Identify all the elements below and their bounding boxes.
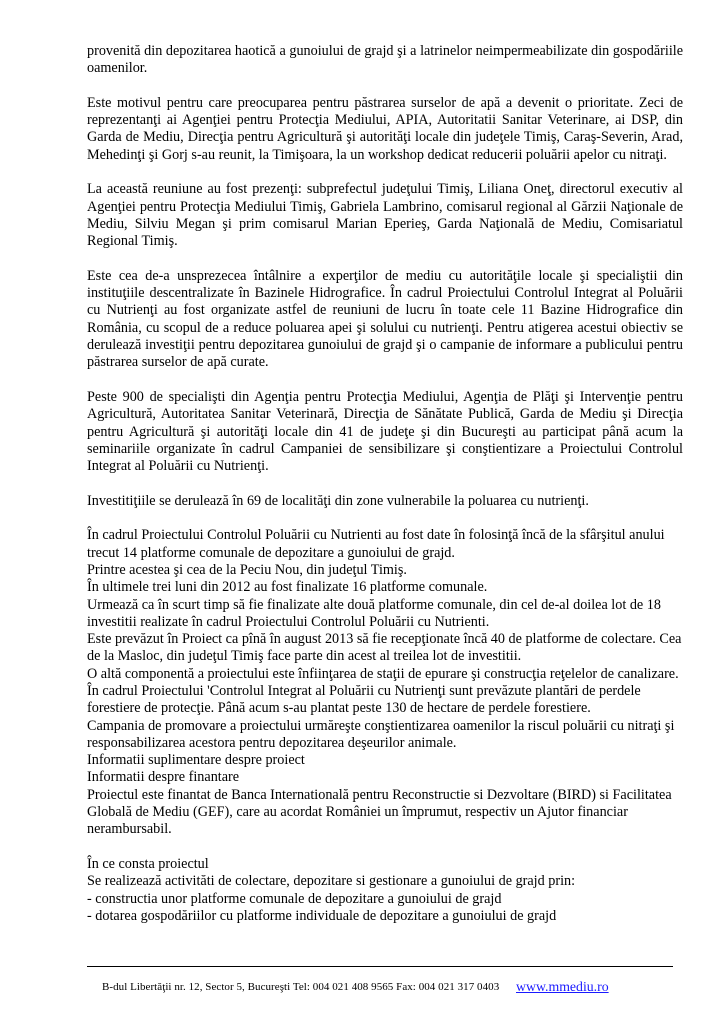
document-body bbox=[87, 43, 683, 942]
paragraph-investments: Investitiţiile se derulează în 69 de localităţi din zone vulnerabile la poluarea cu nutrienţi. bbox=[87, 492, 589, 509]
paragraph-specialists: Peste 900 de specialişti din Agenţia pentru Protecţia Mediului, Agenţia de Plăţi şi Intervenţie pentru Agricultură, Autoritatea Sanitar Veterinară, Direcţia de Sănătate Publică, Garda de Mediu şi Direcţia pentru Agricultură şi autorităţi locale din 41 de judeţe şi din Bucureşti au participat până acum la seminariile organizate în cadrul Campaniei de sensibilizare şi conştientizare a Proiectului Controlul Integrat al Poluării cu Nutrienţi. bbox=[87, 388, 683, 475]
paragraph-intro: provenită din depozitarea haotică a gunoiului de grajd şi a latrinelor neimpermeabilizate din gospodăriile oamenilor. bbox=[87, 43, 683, 77]
list-item: - dotarea gospodăriilor cu platforme individuale de depozitare a gunoiului de grajd bbox=[87, 907, 557, 924]
list-item: În cadrul Proiectului 'Controlul Integrat al Poluării cu Nutrienţi sunt prevăzute plantări de perdele forestiere de protecţie. Până acum s-au plantat peste 130 de hectare de perdele forestiere. bbox=[87, 682, 641, 717]
list-item: Este prevăzut în Proiect ca pînă în august 2013 să fie recepţionate încă 40 de platforme de colectare. Cea de la Masloc, din judeţul Timiş face parte din acest al treilea lot de investitii. bbox=[87, 631, 682, 665]
website-link[interactable]: www.mmediu.ro bbox=[516, 979, 609, 994]
paragraph-meeting: Este cea de-a unsprezecea întâlnire a experţilor de mediu cu autorităţile locale şi specialiştii din instituţiile descentralizate în Bazinele Hidrografice. În cadrul Proiectului Controlul Integrat al Poluării cu Nutrienţi au fost organizate astfel de reuniuni de lucru în toate cele 11 Bazine Hidrografice din România, cu scopul de a reduce poluarea apei şi solului cu nutrienţi. Pentru atigerea acestui obiectiv se derulează investiţii pentru depozitarea gunoiului de grajd şi o campanie de informare a publicului pentru păstrarea surselor de apă curate. bbox=[87, 267, 683, 371]
footer-divider bbox=[87, 966, 673, 967]
footer-address: B-dul Libertăţii nr. 12, Sector 5, Bucureşti Tel: 004 021 408 9565 Fax: 004 021 317 0403 bbox=[102, 981, 500, 993]
list-item: Informatii suplimentare despre proiect bbox=[87, 752, 305, 769]
list-item: Campania de promovare a proiectului urmăreşte conştientizarea oamenilor la riscul poluării cu nitraţi şi responsabilizarea acestora pentru depozitarea deşeurilor animale. bbox=[87, 717, 675, 751]
list-item: Urmează ca în scurt timp să fie finalizate alte două platforme comunale, din cel de-al doilea lot de 18 investitii realizate în cadrul Proiectului Controlul Poluării cu Nutrienti. bbox=[87, 596, 661, 630]
project-details-block bbox=[87, 527, 683, 838]
list-item: Printre acestea şi cea de la Peciu Nou, din judeţul Timiş. bbox=[87, 561, 407, 578]
list-item: În cadrul Proiectului Controlul Poluării cu Nutrienti au fost date în folosinţă încă de la sfârşitul anului trecut 14 platforme comunale de depozitare a gunoiului de grajd. bbox=[87, 527, 665, 561]
list-item: În ce consta proiectul bbox=[87, 855, 209, 872]
page-footer bbox=[102, 978, 682, 996]
list-item: O altă componentă a proiectului este înfiinţarea de staţii de epurare şi construcţia reţelelor de canalizare. bbox=[87, 665, 679, 682]
list-item: În ultimele trei luni din 2012 au fost finalizate 16 platforme comunale. bbox=[87, 579, 488, 596]
list-item: Proiectul este finantat de Banca Internatională pentru Reconstructie si Dezvoltare (BIRD) si Facilitatea Globală de Mediu (GEF), care au acordat României un împrumut, respectiv un Ajutor financiar nerambursabil. bbox=[87, 786, 672, 838]
list-item: Se realizează activităti de colectare, depozitare si gestionare a gunoiului de grajd prin: bbox=[87, 873, 576, 890]
list-item: Informatii despre finantare bbox=[87, 769, 240, 786]
paragraph-workshop: Este motivul pentru care preocuparea pentru păstrarea surselor de apă a devenit o prioritate. Zeci de reprezentanţi ai Agenţiei pentru Protecţia Mediului, APIA, Autoritatii Sanitar Veterinare, ai DSP, din Garda de Mediu, Direcţia pentru Agricultură şi autorităţi locale din judeţele Timiş, Caraş-Severin, Arad, Mehedinţi şi Gorj s-au reunit, la Timişoara, la un workshop dedicat reducerii poluării apelor cu nitraţi. bbox=[87, 94, 683, 163]
paragraph-attendees: La această reuniune au fost prezenţi: subprefectul judeţului Timiş, Liliana Oneţ, directorul executiv al Agenţiei pentru Protecţia Mediului Timiş, Gabriela Lambrino, comisarul regional al Gărzii Naţionale de Mediu, Silviu Megan şi prim comisarul Marian Eperieş, Garda Naţională de Mediu, Comisariatul Regional Timiş. bbox=[87, 181, 683, 250]
project-scope-block bbox=[87, 856, 683, 925]
list-item: - constructia unor platforme comunale de depozitare a gunoiului de grajd bbox=[87, 890, 502, 907]
